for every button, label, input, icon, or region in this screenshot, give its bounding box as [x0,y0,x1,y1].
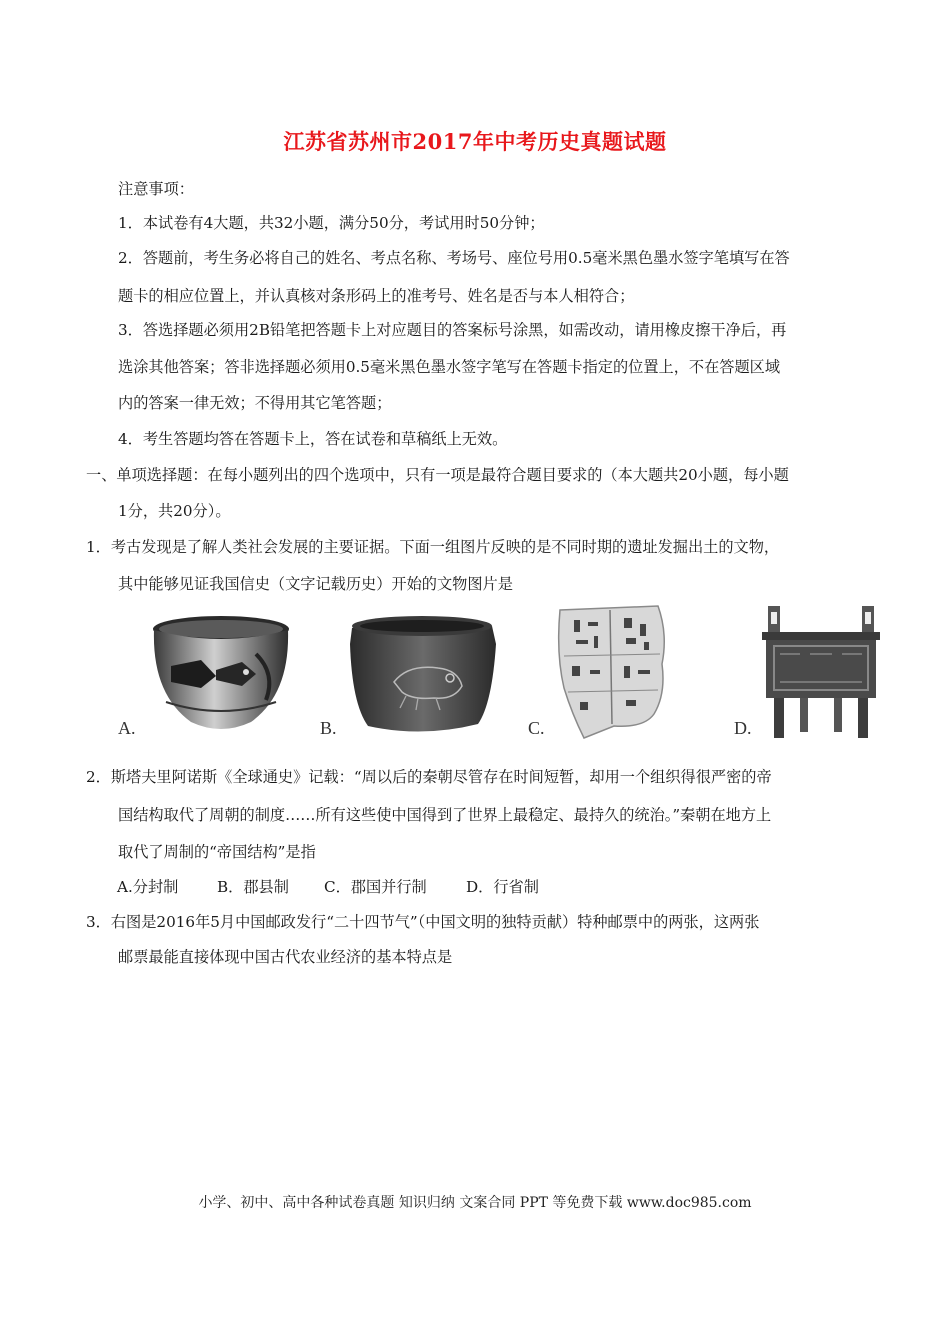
figure-a-label: A. [118,718,136,738]
question-1-line-2: 其中能够见证我国信史（文字记载历史）开始的文物图片是 [118,575,513,593]
question-1-line-1: 1．考古发现是了解人类社会发展的主要证据。下面一组图片反映的是不同时期的遗址发掘出土的文物， [86,538,780,556]
page-footer: 小学、初中、高中各种试卷真题 知识归纳 文案合同 PPT 等免费下载 www.doc985.com [198,1195,752,1211]
notice-heading: 注意事项： [118,180,194,198]
option-b[interactable]: B．郡县制 [217,878,289,896]
option-c[interactable]: C．郡国并行制 [324,878,427,896]
notice-item-3-line-1: 3．答选择题必须用2B铅笔把答题卡上对应题目的答案标号涂黑，如需改动，请用橡皮擦干净后，再 [118,321,787,339]
figure-b-label: B. [320,718,337,738]
question-3-line-1: 3．右图是2016年5月中国邮政发行“二十四节气”（中国文明的独特贡献）特种邮票中的两张，这两张 [86,913,760,931]
oracle-bone-icon [554,604,670,740]
notice-item-4: 4．考生答题均答在答题卡上，答在试卷和草稿纸上无效。 [118,430,508,448]
notice-item-1: 1．本试卷有4大题，共32小题，满分50分，考试用时50分钟； [118,214,545,232]
question-2-line-1: 2．斯塔夫里阿诺斯《全球通史》记载：“周以后的秦朝尽管存在时间短暂，却用一个组织得很严密的帝 [86,768,772,786]
notice-item-2-line-2: 题卡的相应位置上，并认真核对条形码上的准考号、姓名是否与本人相符合； [118,287,635,305]
figure-c-label: C. [528,718,545,738]
page-title: 江苏省苏州市2017年中考历史真题试题 [283,129,667,154]
section-1-instructions-line-2: 1分，共20分）。 [118,502,231,520]
question-2-line-3: 取代了周制的“帝国结构”是指 [118,843,316,861]
option-a[interactable]: A.分封制 [117,878,179,896]
option-d[interactable]: D．行省制 [466,878,539,896]
notice-item-2-line-1: 2．答题前，考生务必将自己的姓名、考点名称、考场号、座位号用0.5毫米黑色墨水签字笔填写在答 [118,249,790,267]
figure-d-label: D. [734,718,752,738]
notice-item-3-line-3: 内的答案一律无效；不得用其它笔答题； [118,394,392,412]
painted-pottery-bowl-icon [146,604,296,740]
question-2-options [117,876,539,897]
notice-item-3-line-2: 选涂其他答案；答非选择题必须用0.5毫米黑色墨水签字笔写在答题卡指定的位置上，不在答题区域 [118,358,781,376]
question-2-line-2: 国结构取代了周朝的制度……所有这些使中国得到了世界上最稳定、最持久的统治。”秦朝在地方上 [118,806,772,824]
section-1-instructions-line-1: 一、单项选择题：在每小题列出的四个选项中，只有一项是最符合题目要求的（本大题共20小题，每小题 [86,466,789,484]
question-3-line-2: 邮票最能直接体现中国古代农业经济的基本特点是 [118,948,453,966]
carved-stone-vessel-icon [346,604,498,740]
bronze-ding-icon [760,604,882,740]
